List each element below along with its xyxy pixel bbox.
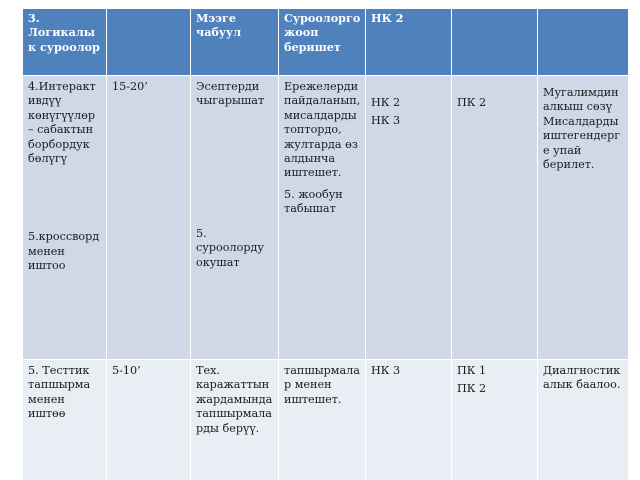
activity-text: Ережелерди пайдаланып, мисалдарды топтордо, жултарда өз алдынча иштешет. (284, 80, 361, 180)
time-cell (107, 76, 191, 360)
header-cell-logical-questions (23, 9, 107, 76)
teacher-activity-cell (191, 76, 279, 360)
competence-text: ПК 2 (457, 382, 487, 396)
header-cell-answer-questions (279, 9, 366, 76)
activity-text: Тех. каражаттын жардамында тапшырмаларды берүү. (196, 364, 273, 435)
competence-cell (452, 360, 538, 480)
header-cell-text: Суроолорго жооп беришет (284, 11, 361, 54)
competence-cell (366, 76, 452, 360)
activity-text: тапшырмалар менен иштешет. (284, 364, 360, 406)
assessment-text: Мугалимдин алкыш сөзү Мисалдарды иштегендерге упай берилет. (543, 86, 621, 172)
time-cell (107, 360, 191, 480)
competence-text: НК 3 (371, 364, 401, 377)
header-cell-text: Мээге чабуул (196, 11, 242, 40)
stage-text: 4.Интерактивдүү көнүгүүлөр – сабактын борбордук бөлүгү (28, 80, 96, 166)
competence-text: НК 3 (371, 114, 401, 128)
stage-cell (23, 76, 107, 360)
activity-text: 5. жообун табышат (284, 187, 343, 216)
header-cell-text: 3. Логикалык суроолор (28, 11, 100, 54)
stage-text: 5. Тесттик тапшырма менен иштөө (28, 364, 91, 421)
competence-text: ПК 1 (457, 364, 487, 377)
table-header-row (23, 9, 629, 76)
lesson-plan-table (22, 8, 629, 480)
header-cell-brainstorm (191, 9, 279, 76)
header-cell-nk2 (366, 9, 452, 76)
stage-text: 5.кроссворд менен иштоо (28, 230, 100, 273)
header-cell-empty (452, 9, 538, 76)
student-activity-cell (279, 360, 366, 480)
stage-cell (23, 360, 107, 480)
assessment-text: Диалгностикалык баалоо. (543, 364, 621, 392)
competence-cell (366, 360, 452, 480)
competence-cell (452, 76, 538, 360)
header-cell-text: НК 2 (371, 11, 404, 25)
competence-text: ПК 2 (457, 96, 487, 109)
student-activity-cell (279, 76, 366, 360)
activity-text: Эсептерди чыгарышат (196, 80, 265, 108)
time-text: 15-20’ (112, 80, 148, 93)
competence-text: НК 2 (371, 96, 401, 109)
assessment-cell (538, 360, 629, 480)
assessment-cell (538, 76, 629, 360)
teacher-activity-cell (191, 360, 279, 480)
table-row (23, 76, 629, 360)
header-cell-empty (538, 9, 629, 76)
header-cell-empty (107, 9, 191, 76)
activity-text: 5. суроолорду окушат (196, 226, 264, 269)
time-text: 5-10’ (112, 364, 141, 377)
table-row (23, 360, 629, 480)
